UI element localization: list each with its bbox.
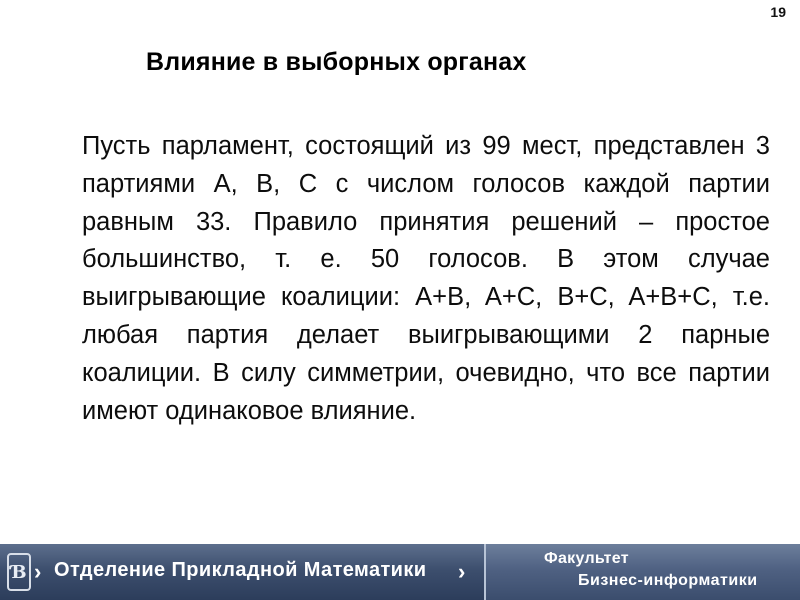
faculty-name-line1: Факультет: [544, 550, 629, 567]
chevron-right-icon: ›: [458, 559, 466, 584]
department-name: Отделение Прикладной Математики: [54, 559, 427, 581]
slide-body-text: Пусть парламент, состоящий из 99 мест, представлен 3 партиями A, B, C с числом голосов каждой партии равным 33. Правило принятия решений – простое большинство, т. е. 50 голосов. В этом случае выигрывающие коалиции: A+B, A+C, B+C, A+B+C, т.е. любая партия делает выигрывающими 2 парные коалиции. В силу симметрии, очевидно, что все партии имеют одинаковое влияние.: [82, 132, 770, 425]
chevron-right-icon: ›: [34, 559, 42, 584]
faculty-name-line2: Бизнес-информатики: [578, 572, 758, 589]
hse-logo-icon: Ɓ: [7, 553, 31, 591]
footer-bar: [0, 544, 800, 600]
slide-number: 19: [770, 4, 786, 20]
slide-title: Влияние в выборных органах: [146, 48, 527, 76]
